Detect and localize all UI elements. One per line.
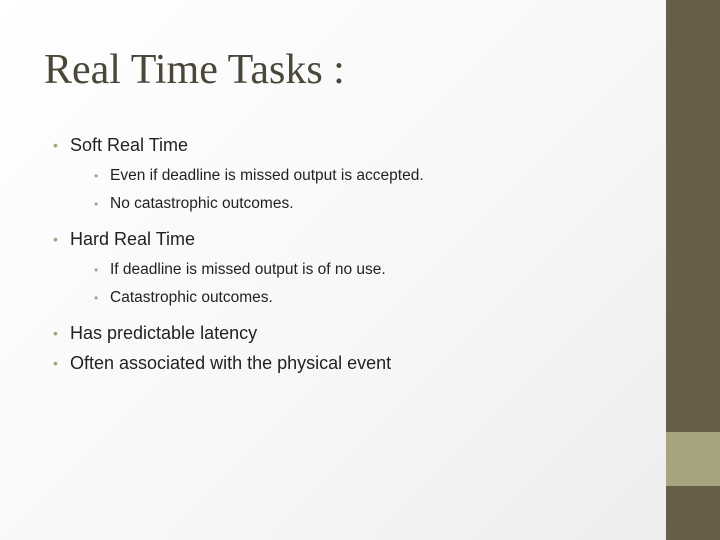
bullet-dot-icon: • [53, 137, 58, 153]
sub-bullet-text: Even if deadline is missed output is accepted. [110, 167, 424, 184]
sub-bullet-text: If deadline is missed output is of no use. [110, 261, 386, 278]
bullet-text: Hard Real Time [70, 229, 196, 249]
bullet-dot-icon: • [94, 263, 99, 277]
bullet-item [53, 130, 653, 218]
bullet-item [53, 224, 653, 312]
bullet-dot-icon: • [94, 169, 99, 183]
bullet-dot-icon: • [94, 291, 99, 305]
slide-title: Real Time Tasks : [44, 47, 345, 93]
side-accent-block [666, 432, 720, 486]
sub-bullet-text: No catastrophic outcomes. [110, 195, 294, 212]
sub-bullet-text: Catastrophic outcomes. [110, 289, 273, 306]
bullet-item [53, 318, 653, 348]
sub-bullet-item [94, 162, 653, 190]
sub-bullet-list [70, 162, 653, 218]
sub-bullet-item [94, 190, 653, 218]
bullet-text: Often associated with the physical event [70, 353, 392, 373]
bullet-item [53, 348, 653, 378]
bullet-dot-icon: • [53, 231, 58, 247]
bullet-text: Soft Real Time [70, 135, 189, 155]
bullet-dot-icon: • [53, 325, 58, 341]
bullet-dot-icon: • [53, 355, 58, 371]
sub-bullet-item [94, 284, 653, 312]
sub-bullet-list [70, 256, 653, 312]
bullet-list [53, 130, 653, 378]
sub-bullet-item [94, 256, 653, 284]
bullet-dot-icon: • [94, 197, 99, 211]
bullet-text: Has predictable latency [70, 323, 258, 343]
